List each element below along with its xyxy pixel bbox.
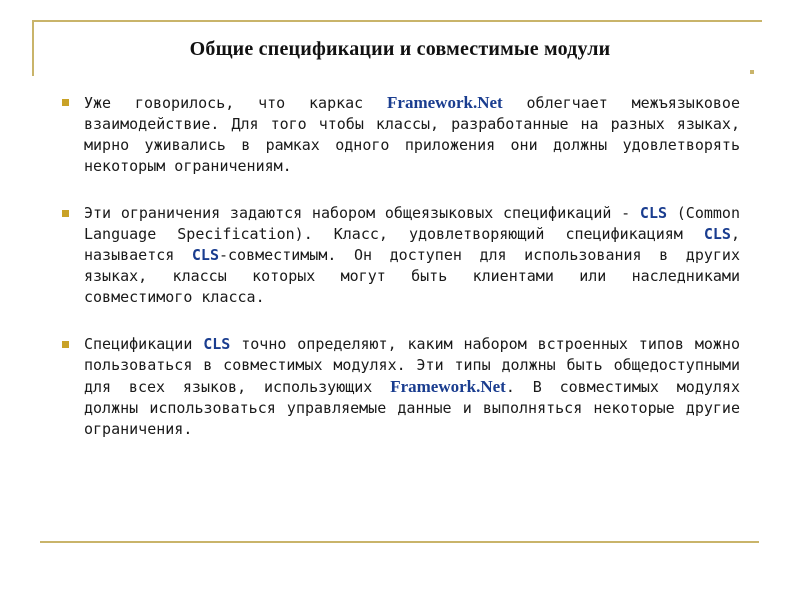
frame-top-line <box>32 20 762 22</box>
highlighted-term: CLS <box>191 246 219 264</box>
paragraph-text: Уже говорилось, что каркас <box>84 94 388 112</box>
paragraph-text: , называется <box>84 225 740 264</box>
slide-title: Общие спецификации и совместимые модули <box>189 38 611 60</box>
highlighted-term: CLS <box>639 204 668 222</box>
bullet-square-icon <box>62 99 69 106</box>
highlighted-term: Framework.Net <box>390 377 506 396</box>
highlighted-term: Framework.Net <box>387 93 503 112</box>
paragraph-text: . В совместимых модулях должны использоваться управляемые данные и выполняться некоторые другие ограничения. <box>84 378 740 438</box>
frame-bottom-line <box>40 541 759 543</box>
bullet-paragraph <box>84 334 740 440</box>
bullet-item <box>60 203 740 308</box>
bullet-paragraph <box>84 203 740 308</box>
paragraph-text: точно определяют, каким набором встроенных типов можно пользоваться в совместимых модулях. Эти типы должны быть общедоступными для всех языков, использующих <box>84 335 740 396</box>
bullet-paragraph <box>84 92 740 177</box>
paragraph-text: Эти ограничения задаются набором общеязыковых спецификаций - <box>84 204 640 222</box>
highlighted-term: CLS <box>203 335 231 353</box>
paragraph-text: (Common Language Specification). Класс, удовлетворяющий спецификациям <box>84 204 740 243</box>
paragraph-text: -совместимым. Он доступен для использования в других языках, классы которых могут быть клиентами или наследниками совместимого класса. <box>84 246 740 306</box>
paragraph-text: облегчает межъязыковое взаимодействие. Для того чтобы классы, разработанные на разных языках, мирно уживались в рамках одного приложения они должны удовлетворять некоторым ограничениям. <box>84 94 740 175</box>
bullet-item <box>60 92 740 177</box>
bullet-list <box>60 92 740 466</box>
bullet-item <box>60 334 740 440</box>
highlighted-term: CLS <box>703 225 731 243</box>
bullet-square-icon <box>62 341 69 348</box>
frame-corner-dot <box>750 70 754 74</box>
bullet-square-icon <box>62 210 69 217</box>
paragraph-text: Спецификации <box>84 335 204 353</box>
